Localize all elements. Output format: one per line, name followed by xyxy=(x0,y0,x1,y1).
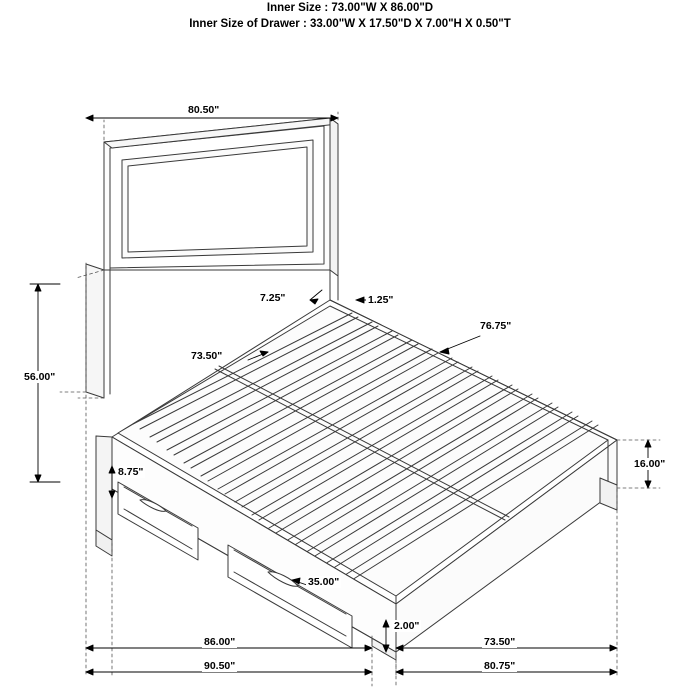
slat-deck xyxy=(112,300,617,604)
dim-rail-thickness: 1.25" xyxy=(368,294,394,306)
dim-clearance: 2.00" xyxy=(394,620,420,632)
inner-drawer-size-note: Inner Size of Drawer : 33.00"W X 17.50"D X 7.00"H X 0.50"T xyxy=(189,18,511,30)
dim-side-rail-height: 16.00" xyxy=(634,458,666,470)
dim-inner-length: 86.00" xyxy=(204,636,236,648)
dim-drawer-front-height: 8.75" xyxy=(118,466,144,478)
dim-footboard-inner: 73.50" xyxy=(484,636,516,648)
dim-top-width: 80.50" xyxy=(188,104,220,116)
dim-deck-width: 73.50" xyxy=(191,350,223,362)
dim-headboard-panel: 7.25" xyxy=(260,292,286,304)
inner-size-note: Inner Size : 73.00"W X 86.00"D xyxy=(266,2,434,14)
dim-drawer-width: 35.00" xyxy=(308,576,340,588)
dim-footboard-outer: 80.75" xyxy=(484,660,516,672)
dim-deck-depth: 76.75" xyxy=(480,320,512,332)
dim-overall-height: 56.00" xyxy=(24,371,56,383)
dim-overall-length: 90.50" xyxy=(204,660,236,672)
